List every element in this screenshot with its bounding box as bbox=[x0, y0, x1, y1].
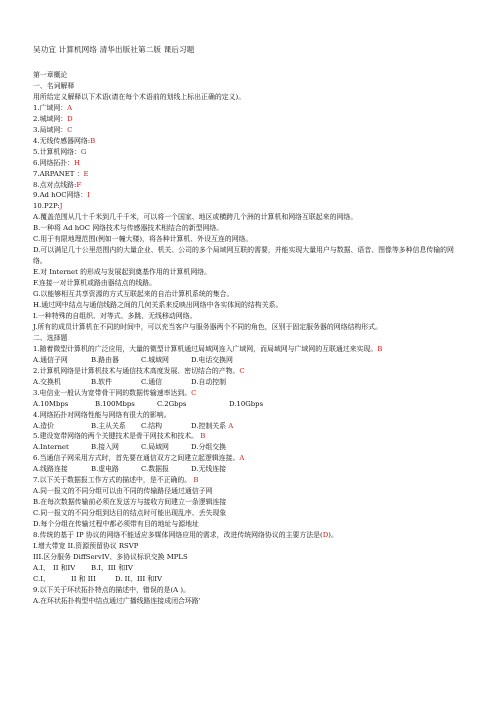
option: C.结构 bbox=[141, 421, 162, 430]
document-body bbox=[33, 70, 465, 607]
question-options bbox=[33, 421, 465, 432]
question-stem: 8.传统的基于 IP 协议的网络不能适应多媒体网络应用的需求，改进传统网络协议的主要方法是(D)。 bbox=[33, 531, 338, 540]
definition-item: H.通过网中结点与通信线路之间的几何关系来反映出网络中各实体间的结构关系。 bbox=[33, 301, 283, 310]
option: C.城域网 bbox=[141, 355, 169, 364]
definition-item: B.一种将 Ad hOC 网络技术与传感器技术相结合的新型网络。 bbox=[33, 224, 224, 233]
term-item: 7.ARPANET ：E bbox=[33, 169, 89, 178]
question-stem: 7.以下关于数据报工作方式的描述中，是不正确的。 B bbox=[33, 476, 199, 485]
section-heading: 二、选择题 bbox=[33, 333, 68, 342]
term-item: 6.网络拓扑：H bbox=[33, 158, 81, 167]
definition-item: C.用于有限地理范围(例如一幢大楼)，将各种计算机、外设互连的网络。 bbox=[33, 235, 253, 244]
question-answer: B bbox=[193, 476, 199, 485]
question-stem: 2.计算机网络是计算机技术与通信技术高度发展、密切结合的产物。C bbox=[33, 366, 245, 375]
option: II 和 III bbox=[71, 574, 96, 583]
option: A.Internet bbox=[33, 443, 69, 452]
option: D.无线连接 bbox=[191, 465, 227, 474]
question-answer: A bbox=[228, 421, 234, 430]
question-stem: 5.建设宽带网络的两个关键技术是骨干网技术和技术。 B bbox=[33, 432, 206, 441]
option: B.主从关系 bbox=[91, 421, 126, 430]
question-options bbox=[33, 355, 465, 366]
definition-item: D.可以满足几十公里范围内的大量企业、机关、公司的多个局域网互联的需要，并能实现大量用户与数据、语音、图像等多种信息传输的网络。 bbox=[33, 246, 454, 266]
term-item: 3.局域网：C bbox=[33, 125, 73, 134]
question-answer: C bbox=[191, 388, 197, 397]
option: B.软件 bbox=[91, 377, 113, 386]
option: B.I、III 和IV bbox=[91, 563, 133, 572]
question-stem: 3.电信业一般认为宽带骨干网的数据传输速率达到。C bbox=[33, 388, 197, 397]
definition-item: A.覆盖范围从几十千米到几千千米，可以将一个国家、地区或横跨几个洲的计算机和网络互联起来的网络。 bbox=[33, 213, 358, 222]
term-answer: G bbox=[80, 147, 87, 156]
option: II 和IV bbox=[53, 563, 76, 572]
question-options bbox=[33, 574, 465, 585]
chapter-heading: 第一章概论 bbox=[33, 71, 68, 79]
option: B.在每次数据传输前必须在发送方与接收方间建立一条逻辑连接 bbox=[33, 498, 227, 507]
option: A.同一报文的不同分组可以由不同的传输路径通过通信子网 bbox=[33, 487, 213, 496]
question-answer: B bbox=[377, 344, 383, 353]
question-stem: 1.随着微型计算机的广泛应用，大量的微型计算机通过局域网连入广域网，而局域网与广域网的互联通过来实现。B bbox=[33, 344, 383, 353]
definition-item: I.一种特殊的自组织、对等式、多跳、无线移动网络。 bbox=[33, 311, 197, 320]
definition-item: G.以能够相互共享资源的方式互联起来的自治计算机系统的集合。 bbox=[33, 290, 234, 299]
option: A.I、 bbox=[33, 563, 50, 572]
option: B.100Mbps bbox=[95, 399, 135, 408]
definition-item: E.对 Internet 的形成与发展起到奠基作用的计算机网络。 bbox=[33, 268, 211, 277]
question-stem: 9.以下关于环状拓扑特点的描述中，错误的是(A )。 bbox=[33, 585, 190, 594]
question-answer: B bbox=[200, 432, 206, 441]
question-options bbox=[33, 399, 465, 410]
list-item: I.增大带宽 II.资源预留协议 RSVP bbox=[33, 541, 139, 550]
term-answer: F bbox=[76, 180, 82, 189]
option: A.交换机 bbox=[33, 377, 61, 386]
option: A.通信子网 bbox=[33, 355, 68, 364]
term-item: 9.Ad hOC网络：I bbox=[33, 191, 90, 200]
question-options bbox=[33, 464, 465, 475]
option: C.数据报 bbox=[141, 465, 169, 474]
list-item: III.区分服务 DiffServIV、多协议标识交换 MPLS bbox=[33, 552, 188, 561]
option: D.每个分组在传输过程中都必须带有目的地址与源地址 bbox=[33, 520, 199, 529]
term-answer: B bbox=[90, 136, 96, 145]
term-item: 5.计算机网络：G bbox=[33, 147, 87, 156]
definition-item: J.所有的成员计算机在不同的时间中，可以充当客户与服务器两个不同的角色，区别于固定服务器的网络结构形式。 bbox=[33, 322, 382, 331]
question-options bbox=[33, 563, 465, 574]
term-answer: E bbox=[83, 169, 89, 178]
question-stem: 6.当通信子网采用方式时，首先要在通信双方之间建立起逻辑连接。A bbox=[33, 454, 245, 463]
option: B.接入网 bbox=[91, 443, 119, 452]
question-answer: A bbox=[239, 454, 245, 463]
option: A.10Mbps bbox=[33, 399, 69, 408]
option: A.线路连接 bbox=[33, 465, 68, 474]
option: D.控制关系 A bbox=[191, 421, 234, 430]
term-item: 2.城域网：D bbox=[33, 114, 73, 123]
term-item: 8.点对点线路:F bbox=[33, 180, 82, 189]
question-options bbox=[33, 442, 465, 453]
question-answer: D bbox=[322, 531, 329, 540]
term-answer: C bbox=[67, 125, 73, 134]
option: B.虚电路 bbox=[91, 465, 119, 474]
option: A.在环状拓扑构型中结点通过广播线路连接成闭合环路' bbox=[33, 596, 201, 605]
option: C.通信 bbox=[141, 377, 162, 386]
option: D.电话交换网 bbox=[191, 355, 233, 364]
document-title: 吴功宜 计算机网络 清华出版社第二版 课后习题 bbox=[33, 45, 195, 54]
term-answer: J bbox=[59, 202, 63, 211]
question-options bbox=[33, 377, 465, 388]
option: D.自动控制 bbox=[191, 377, 227, 386]
option: C.I、 bbox=[33, 574, 50, 583]
term-answer: I bbox=[87, 191, 90, 200]
option: D.分组交换 bbox=[191, 443, 227, 452]
question-stem: 4.网络拓扑对网络性能与网络有很大的影响。 bbox=[33, 410, 171, 419]
term-answer: D bbox=[67, 114, 73, 123]
section-heading: 一、名词解释 bbox=[33, 81, 75, 90]
option: B.路由器 bbox=[91, 355, 119, 364]
option: D.10Gbps bbox=[229, 399, 264, 408]
option: C.2Gbps bbox=[157, 399, 187, 408]
option: C.局域网 bbox=[141, 443, 169, 452]
option: C.同一报文的不同分组到达目的结点时可能出现乱序、丢失现象 bbox=[33, 509, 227, 518]
option: A.造价 bbox=[33, 421, 54, 430]
instruction-text: 用所给定义解释以下术语(请在每个术语前的划线上标出正确的定义)。 bbox=[33, 92, 246, 101]
term-answer: H bbox=[74, 158, 81, 167]
term-item: 1.广域网：A bbox=[33, 103, 73, 112]
term-item: 10.P2P:J bbox=[33, 202, 63, 211]
option: D. II、III 和IV bbox=[115, 574, 162, 583]
term-answer: A bbox=[67, 103, 73, 112]
definition-item: F.连接一对计算机或路由器结点的线路。 bbox=[33, 279, 157, 288]
question-answer: C bbox=[239, 366, 245, 375]
term-item: 4.无线传感器网络:B bbox=[33, 136, 96, 145]
